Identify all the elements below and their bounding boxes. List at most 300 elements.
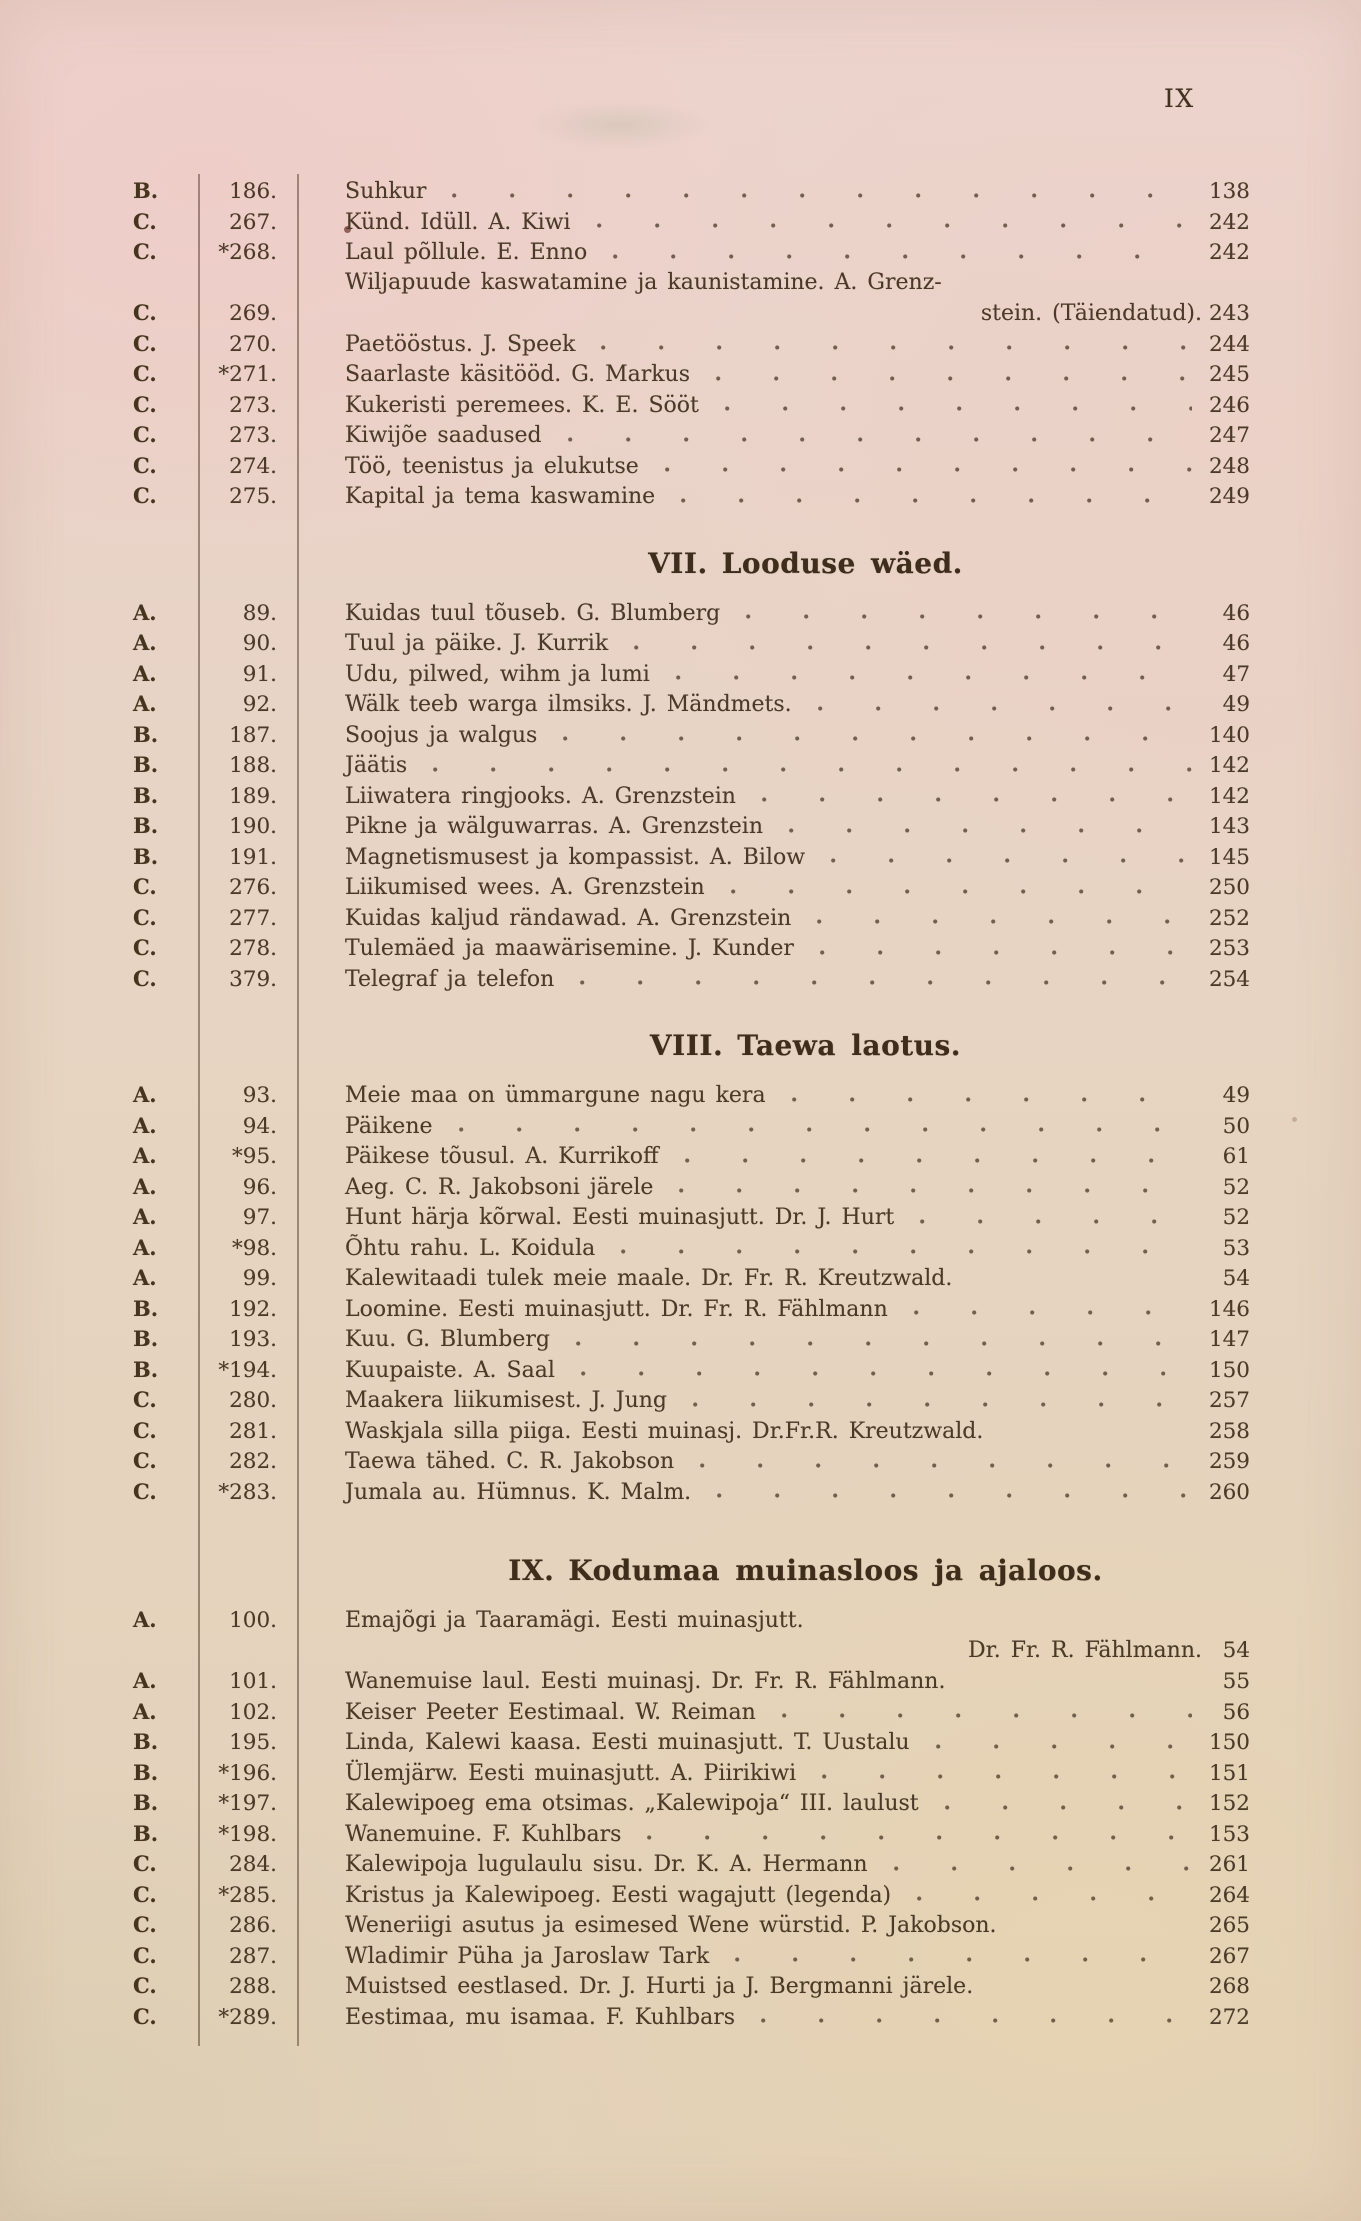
entry-title: Jumala au. Hümnus. K. Malm. (345, 1479, 692, 1505)
toc-row (0, 1233, 1361, 1264)
entry-page: 259 (1208, 1449, 1250, 1474)
entry-page: 253 (1208, 936, 1250, 961)
part-letter: C. (133, 2003, 157, 2029)
section-heading (250, 546, 1361, 582)
entry-title: Õhtu rahu. L. Koidula (345, 1235, 596, 1261)
entry-page: 152 (1208, 1791, 1250, 1816)
toc-row (0, 1971, 1361, 2002)
dot-leader (735, 1955, 1192, 1964)
dot-leader (563, 734, 1192, 743)
toc-row (0, 1880, 1361, 1911)
entry-page: 151 (1208, 1760, 1250, 1786)
dot-leader (601, 343, 1192, 352)
part-letter: C. (133, 239, 157, 264)
dot-leader (818, 704, 1192, 713)
entry-number: *271. (218, 362, 277, 387)
entry-number: *95. (232, 1144, 277, 1169)
entry-number: 187. (229, 722, 277, 748)
entry-page: 248 (1208, 453, 1250, 479)
dot-leader (792, 1095, 1192, 1104)
entry-title: Soojus ja walgus (345, 722, 538, 748)
entry-title: Kukeristi peremees. K. E. Sööt (345, 392, 699, 418)
part-letter: C. (133, 935, 157, 960)
entry-page: 249 (1208, 484, 1250, 509)
part-letter: C. (133, 904, 157, 930)
toc-row (0, 1355, 1361, 1386)
toc-row (0, 811, 1361, 842)
entry-title: Waskjala silla piiga. Eesti muinasj. Dr.Fr.R. Kreutzwald. (345, 1418, 984, 1444)
entry-number: 276. (229, 875, 277, 900)
entry-title: Ülemjärw. Eesti muinasjutt. A. Piirikiwi (345, 1760, 797, 1786)
entry-number: 273. (229, 392, 277, 418)
entry-page: 54 (1222, 1266, 1250, 1291)
entry-title: stein. (Täiendatud). (980, 301, 1202, 326)
entry-page: 50 (1222, 1113, 1250, 1139)
entry-page: 267 (1208, 1943, 1250, 1969)
entry-page: 145 (1208, 844, 1250, 870)
entry-number: 97. (242, 1205, 277, 1230)
entry-number: *98. (232, 1235, 277, 1261)
entry-title: Tuul ja päike. J. Kurrik (345, 631, 609, 656)
part-letter: B. (133, 1820, 159, 1846)
dot-leader (568, 435, 1192, 444)
entry-page: 61 (1222, 1144, 1250, 1169)
dot-leader (597, 221, 1192, 230)
entry-number: 96. (242, 1174, 277, 1200)
part-letter: A. (133, 630, 157, 655)
toc-row (0, 2002, 1361, 2033)
entry-title: Wanemuise laul. Eesti muinasj. Dr. Fr. R. Fählmann. (345, 1669, 946, 1694)
toc-section (0, 1028, 1361, 1507)
entry-number: *196. (218, 1760, 277, 1786)
toc-row (0, 420, 1361, 451)
toc-row (0, 659, 1361, 690)
entry-number: 267. (229, 209, 277, 235)
part-letter: C. (133, 1942, 157, 1968)
dot-leader (665, 465, 1192, 474)
page-number: IX (1164, 84, 1195, 113)
dot-leader (820, 948, 1192, 957)
entry-page: 254 (1208, 966, 1250, 992)
part-letter: B. (133, 1759, 159, 1785)
entry-title: Kapital ja tema kaswamine (345, 484, 656, 509)
dot-leader (894, 1864, 1192, 1873)
part-letter: B. (133, 178, 159, 203)
entry-number: *268. (218, 240, 277, 265)
section-numeral: IX. (508, 1554, 555, 1587)
dot-leader (647, 1833, 1192, 1842)
entry-number: 286. (229, 1913, 277, 1938)
entry-title: Liiwatera ringjooks. A. Grenzstein (345, 783, 736, 809)
entry-title: Loomine. Eesti muinasjutt. Dr. Fr. R. Fählmann (345, 1296, 888, 1322)
toc-row (0, 1294, 1361, 1325)
dot-leader (634, 643, 1192, 652)
entry-number: 99. (242, 1266, 277, 1291)
part-letter: C. (133, 874, 157, 899)
entry-title: Laul põllule. E. Enno (345, 240, 588, 265)
toc-row (0, 781, 1361, 812)
entry-title: Linda, Kalewi kaasa. Eesti muinasjutt. T. Uustalu (345, 1730, 910, 1755)
entry-number: 282. (229, 1449, 277, 1474)
part-letter: A. (133, 1173, 157, 1199)
toc-row (0, 390, 1361, 421)
entry-number: 278. (229, 936, 277, 961)
entry-title: Kristus ja Kalewipoeg. Eesti wagajutt (legenda) (345, 1882, 892, 1908)
toc-row (0, 481, 1361, 512)
entry-title: Aeg. C. R. Jakobsoni järele (345, 1174, 654, 1200)
entry-title: Maakera liikumisest. J. Jung (345, 1388, 668, 1413)
entry-number: 90. (242, 631, 277, 656)
section-numeral: VIII. (649, 1029, 724, 1062)
toc-row (0, 298, 1361, 329)
dot-leader (576, 1339, 1192, 1348)
section-numeral: VII. (648, 546, 708, 580)
toc-row (0, 1111, 1361, 1142)
dot-leader (581, 1369, 1192, 1378)
entry-title: Künd. Idüll. A. Kiwi (345, 209, 571, 235)
part-letter: A. (133, 1204, 157, 1229)
entry-page: 264 (1208, 1882, 1250, 1908)
toc-row (0, 1727, 1361, 1758)
dot-leader (459, 1125, 1192, 1134)
toc-row (0, 1605, 1361, 1636)
toc-row (0, 1788, 1361, 1819)
entry-number: 193. (229, 1327, 277, 1352)
entry-number: 101. (229, 1669, 277, 1694)
dot-leader (717, 1491, 1192, 1500)
entry-number: *283. (218, 1479, 277, 1505)
entry-title: Keiser Peeter Eestimaal. W. Reiman (345, 1699, 756, 1725)
toc-row (0, 1941, 1361, 1972)
toc-row (0, 1666, 1361, 1697)
toc-row (0, 1324, 1361, 1355)
toc-row (0, 872, 1361, 903)
entry-number: *194. (218, 1357, 277, 1383)
entry-page: 138 (1208, 179, 1250, 204)
entry-number: *289. (218, 2004, 277, 2030)
dot-leader (920, 1217, 1192, 1226)
dot-leader (725, 404, 1192, 413)
entry-number: 195. (229, 1730, 277, 1755)
toc-row (0, 1263, 1361, 1294)
dot-leader (817, 917, 1192, 926)
toc-row (0, 268, 1361, 299)
entry-title: Weneriigi asutus ja esimesed Wene würstid. P. Jakobson. (345, 1913, 997, 1938)
entry-title: Suhkur (345, 179, 427, 204)
part-letter: A. (133, 1082, 157, 1107)
entry-title: Tulemäed ja maawärisemine. J. Kunder (345, 936, 794, 961)
entry-title: Eestimaa, mu isamaa. F. Kuhlbars (345, 2004, 736, 2030)
dot-leader (936, 1742, 1192, 1751)
part-letter: C. (133, 208, 157, 234)
entry-number: 190. (229, 814, 277, 839)
entry-title: Wladimir Püha ja Jaroslaw Tark (345, 1943, 710, 1969)
entry-page: 143 (1208, 814, 1250, 839)
entry-title: Udu, pilwed, wihm ja lumi (345, 661, 650, 687)
dot-leader (433, 765, 1192, 774)
part-letter: C. (133, 391, 157, 417)
entry-number: 379. (229, 966, 277, 992)
toc-row (0, 1202, 1361, 1233)
entry-title: Kuidas kaljud rändawad. A. Grenzstein (345, 905, 792, 931)
toc-row (0, 1385, 1361, 1416)
dot-leader (685, 1156, 1192, 1165)
dot-leader (917, 1894, 1192, 1903)
entry-page: 147 (1208, 1327, 1250, 1352)
part-letter: C. (133, 361, 157, 386)
part-letter: B. (133, 1295, 159, 1321)
part-letter: C. (133, 965, 157, 991)
part-letter: C. (133, 1387, 157, 1412)
entry-title: Kalewitaadi tulek meie maale. Dr. Fr. R. Kreutzwald. (345, 1266, 953, 1291)
toc-row (0, 1636, 1361, 1667)
part-letter: B. (133, 1356, 159, 1382)
entry-page: 258 (1208, 1418, 1250, 1444)
entry-number: 189. (229, 783, 277, 809)
toc-row (0, 842, 1361, 873)
entry-number: 274. (229, 453, 277, 479)
entry-number: 281. (229, 1418, 277, 1444)
dot-leader (789, 826, 1192, 835)
entry-title: Kiwijõe saadused (345, 423, 542, 448)
entry-title: Päikese tõusul. A. Kurrikoff (345, 1144, 659, 1169)
part-letter: B. (133, 1729, 159, 1754)
entry-title: Kuu. G. Blumberg (345, 1327, 550, 1352)
entry-number: 94. (242, 1113, 277, 1139)
entry-page: 56 (1222, 1699, 1250, 1725)
entry-title: Hunt härja kõrwal. Eesti muinasjutt. Dr. J. Hurt (345, 1205, 895, 1230)
part-letter: C. (133, 1478, 157, 1504)
section-title: Kodumaa muinasloos ja ajaloos. (568, 1554, 1103, 1587)
part-letter: C. (133, 1448, 157, 1473)
entry-number: 192. (229, 1296, 277, 1322)
toc-row (0, 1080, 1361, 1111)
part-letter: C. (133, 1973, 157, 1998)
toc-row (0, 1416, 1361, 1447)
entry-title: Jäätis (345, 753, 408, 778)
dot-leader (831, 856, 1192, 865)
toc-row (0, 1819, 1361, 1850)
toc-row (0, 933, 1361, 964)
part-letter: B. (133, 1326, 159, 1351)
dot-leader (700, 1461, 1192, 1470)
dot-leader (731, 887, 1192, 896)
part-letter: C. (133, 483, 157, 508)
entry-page: 146 (1208, 1296, 1250, 1322)
entry-page: 49 (1222, 1083, 1250, 1108)
entry-title: Wanemuine. F. Kuhlbars (345, 1821, 622, 1847)
entry-title: Magnetismusest ja kompassist. A. Bilow (345, 844, 806, 870)
entry-page: 52 (1222, 1205, 1250, 1230)
entry-number: 288. (229, 1974, 277, 1999)
entry-page: 244 (1208, 331, 1250, 357)
part-letter: C. (133, 452, 157, 478)
part-letter: A. (133, 1143, 157, 1168)
part-letter: C. (133, 300, 157, 325)
toc-section (0, 1553, 1361, 2032)
toc-row (0, 451, 1361, 482)
toc-row (0, 1172, 1361, 1203)
toc-row (0, 329, 1361, 360)
part-letter: A. (133, 599, 157, 625)
entry-title: Liikumised wees. A. Grenzstein (345, 875, 705, 900)
dot-leader (716, 374, 1192, 383)
toc-section (0, 176, 1361, 512)
entry-number: 102. (229, 1699, 277, 1725)
entry-page: 257 (1208, 1388, 1250, 1413)
entry-number: 191. (229, 844, 277, 870)
entry-title: Telegraf ja telefon (345, 966, 555, 992)
section-title: Taewa laotus. (737, 1029, 962, 1062)
entry-page: 53 (1222, 1235, 1250, 1261)
toc-row (0, 1141, 1361, 1172)
dot-leader (621, 1247, 1192, 1256)
toc-row (0, 1758, 1361, 1789)
entry-title: Paetööstus. J. Speek (345, 331, 576, 357)
entry-title: Kalewipoja lugulaulu sisu. Dr. K. A. Hermann (345, 1852, 868, 1877)
part-letter: B. (133, 843, 159, 869)
entry-number: 100. (229, 1608, 277, 1633)
entry-page: 242 (1208, 240, 1250, 265)
entry-page: 54 (1222, 1637, 1250, 1663)
entry-page: 243 (1208, 301, 1250, 326)
toc-row (0, 964, 1361, 995)
toc-row (0, 359, 1361, 390)
entry-title: Taewa tähed. C. R. Jakobson (345, 1449, 675, 1474)
entry-page: 252 (1208, 905, 1250, 931)
part-letter: B. (133, 1790, 159, 1815)
section-heading (250, 1553, 1361, 1589)
entry-number: 275. (229, 484, 277, 509)
dot-leader (580, 978, 1192, 987)
entry-number: 91. (242, 661, 277, 687)
toc-row (0, 628, 1361, 659)
dot-leader (676, 673, 1192, 682)
toc-row (0, 750, 1361, 781)
entry-page: 260 (1208, 1479, 1250, 1505)
entry-page: 250 (1208, 875, 1250, 900)
entry-page: 52 (1222, 1174, 1250, 1200)
entry-page: 268 (1208, 1974, 1250, 1999)
toc-row (0, 1446, 1361, 1477)
entry-title: Pikne ja wälguwarras. A. Grenzstein (345, 814, 763, 839)
dot-leader (613, 252, 1192, 261)
part-letter: A. (133, 1234, 157, 1260)
toc-row (0, 1849, 1361, 1880)
dot-leader (746, 612, 1192, 621)
toc-row (0, 720, 1361, 751)
toc-row (0, 903, 1361, 934)
toc-section (0, 546, 1361, 995)
entry-page: 242 (1208, 209, 1250, 235)
part-letter: A. (133, 1265, 157, 1290)
toc-row (0, 1477, 1361, 1508)
entry-number: 270. (229, 331, 277, 357)
entry-number: *198. (218, 1821, 277, 1847)
part-letter: A. (133, 1668, 157, 1693)
entry-title: Kalewipoeg ema otsimas. „Kalewipoja“ III. laulust (345, 1791, 919, 1816)
entry-page: 142 (1208, 753, 1250, 778)
entry-page: 46 (1222, 600, 1250, 626)
entry-page: 261 (1208, 1852, 1250, 1877)
entry-page: 272 (1208, 2004, 1250, 2030)
entry-title: Meie maa on ümmargune nagu kera (345, 1083, 766, 1108)
entry-page: 150 (1208, 1730, 1250, 1755)
part-letter: A. (133, 691, 157, 716)
entry-title: Päikene (345, 1113, 433, 1139)
entry-page: 247 (1208, 423, 1250, 448)
part-letter: C. (133, 1912, 157, 1937)
entry-title: Emajõgi ja Taaramägi. Eesti muinasjutt. (345, 1608, 804, 1633)
part-letter: C. (133, 1417, 157, 1443)
part-letter: C. (133, 1851, 157, 1876)
part-letter: C. (133, 330, 157, 356)
entry-page: 150 (1208, 1357, 1250, 1383)
dot-leader (822, 1772, 1192, 1781)
toc-row (0, 689, 1361, 720)
section-title: Looduse wäed. (721, 546, 963, 580)
entry-page: 140 (1208, 722, 1250, 748)
part-letter: A. (133, 1698, 157, 1724)
dot-leader (914, 1308, 1192, 1317)
toc-row (0, 176, 1361, 207)
entry-number: 277. (229, 905, 277, 931)
entry-title: Muistsed eestlased. Dr. J. Hurti ja J. Bergmanni järele. (345, 1974, 974, 1999)
part-letter: A. (133, 1112, 157, 1138)
part-letter: C. (133, 422, 157, 447)
part-letter: B. (133, 752, 159, 777)
dot-leader (762, 795, 1192, 804)
part-letter: B. (133, 721, 159, 747)
entry-page: 245 (1208, 362, 1250, 387)
dot-leader (945, 1803, 1192, 1812)
dot-leader (761, 2016, 1192, 2025)
entry-number: *285. (218, 1882, 277, 1908)
entry-title: Dr. Fr. R. Fählmann. (967, 1637, 1202, 1663)
entry-title: Töö, teenistus ja elukutse (345, 453, 639, 479)
part-letter: B. (133, 813, 159, 838)
entry-number: 188. (229, 753, 277, 778)
entry-title: Wiljapuude kaswatamine ja kaunistamine. A. Grenz- (345, 269, 942, 295)
entry-number: 287. (229, 1943, 277, 1969)
dot-leader (693, 1400, 1192, 1409)
entry-number: 93. (242, 1083, 277, 1108)
entry-page: 46 (1222, 631, 1250, 656)
entry-page: 47 (1222, 661, 1250, 687)
toc-row (0, 1697, 1361, 1728)
entry-number: 269. (229, 301, 277, 326)
entry-number: 92. (242, 692, 277, 717)
entry-page: 49 (1222, 692, 1250, 717)
toc-row (0, 207, 1361, 238)
dot-leader (452, 191, 1192, 200)
toc-row (0, 598, 1361, 629)
dot-leader (681, 496, 1192, 505)
toc-row (0, 237, 1361, 268)
entry-page: 265 (1208, 1913, 1250, 1938)
entry-number: 273. (229, 423, 277, 448)
section-heading (250, 1028, 1361, 1064)
entry-title: Kuupaiste. A. Saal (345, 1357, 555, 1383)
part-letter: A. (133, 660, 157, 686)
entry-title: Kuidas tuul tõuseb. G. Blumberg (345, 600, 721, 626)
entry-page: 142 (1208, 783, 1250, 809)
dot-leader (679, 1186, 1192, 1195)
toc-row (0, 1910, 1361, 1941)
entry-page: 246 (1208, 392, 1250, 418)
entry-title: Saarlaste käsitööd. G. Markus (345, 362, 691, 387)
entry-title: Wälk teeb warga ilmsiks. J. Mändmets. (345, 692, 792, 717)
